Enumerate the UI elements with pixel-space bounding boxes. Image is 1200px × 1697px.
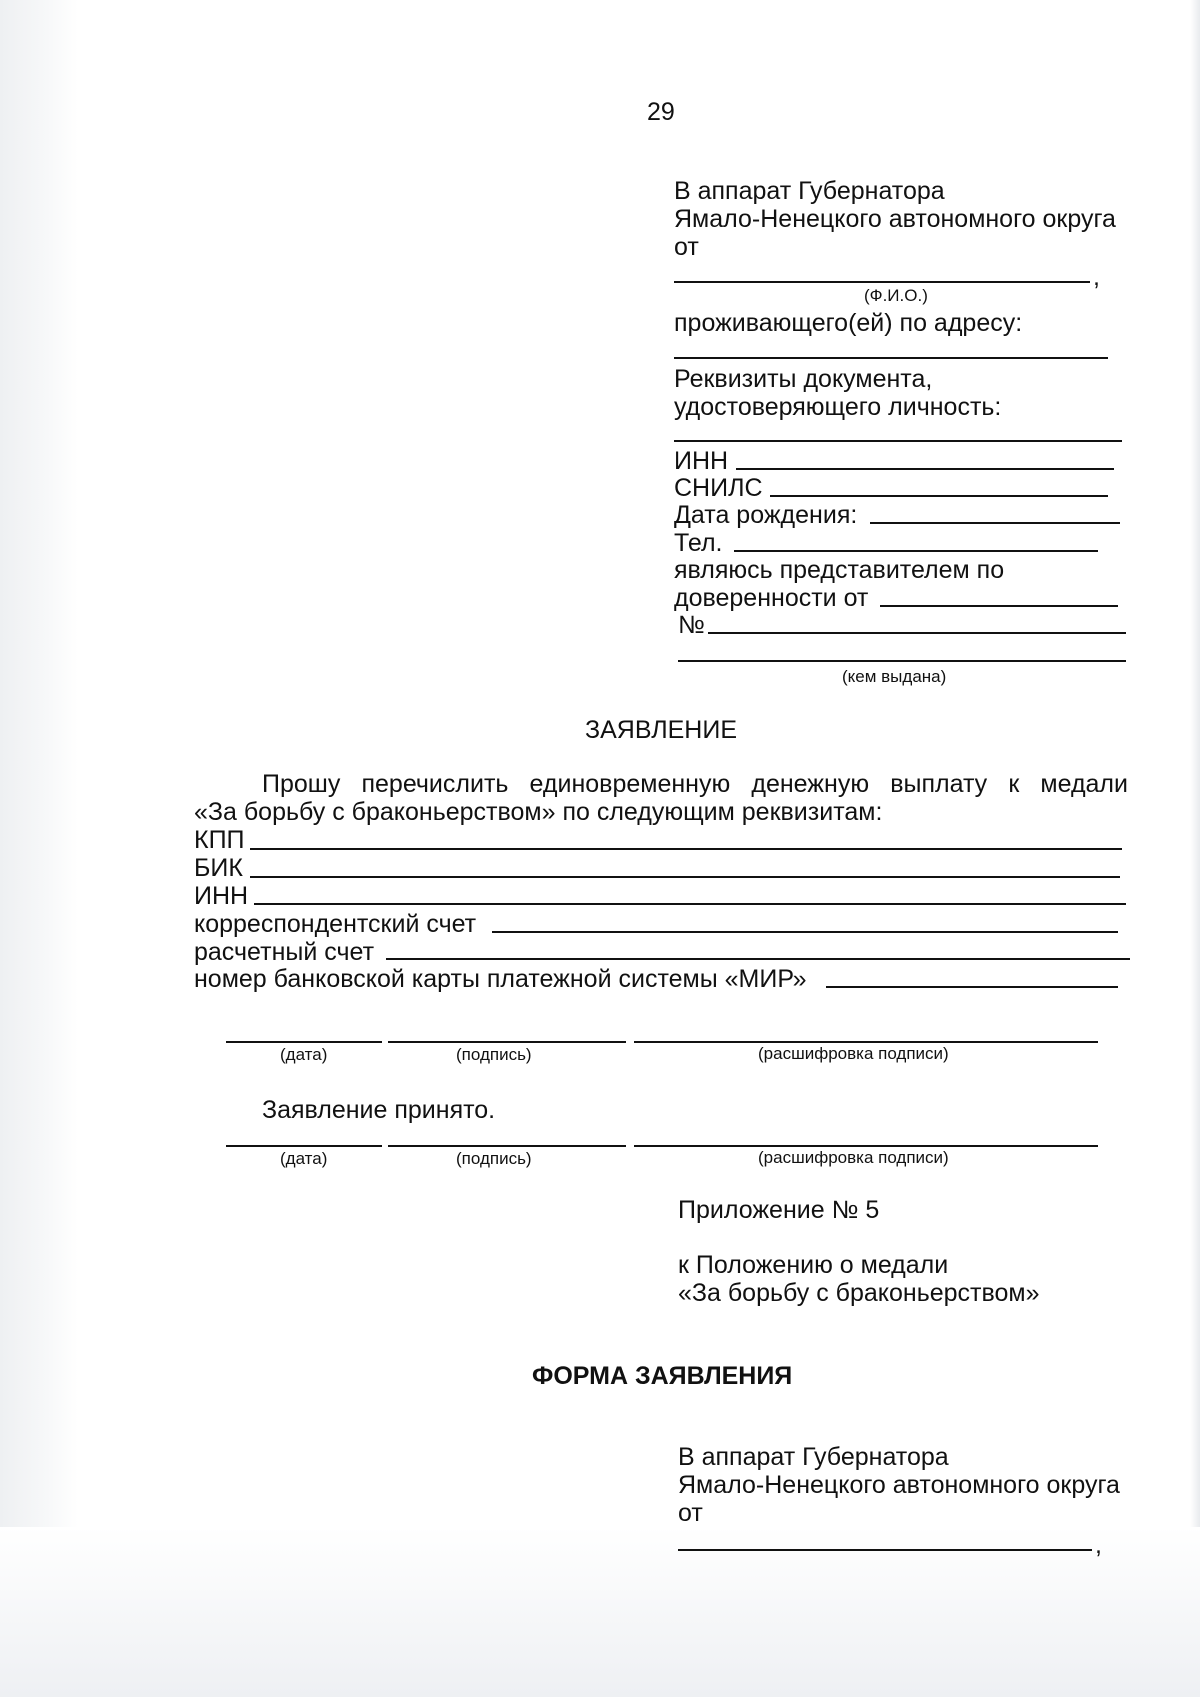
bank-inn-field[interactable] [254,903,1126,905]
appendix-title: Приложение № 5 [678,1196,880,1224]
address-label: проживающего(ей) по адресу: [674,309,1023,337]
scan-bottom-shade [0,1527,1200,1697]
fio-field-2[interactable] [678,1549,1092,1551]
appendix-line: «За борьбу с браконьерством» [678,1279,1040,1307]
request-line: Прошу перечислить единовременную денежную выплату к медали [262,770,1128,798]
accepted-signature-decoding-field[interactable] [634,1145,1098,1147]
addressee-block [674,177,1134,261]
scan-right-margin [1190,0,1200,1697]
id-document-label: удостоверяющего личность: [674,393,1002,421]
inn-field[interactable] [736,468,1114,470]
bik-field[interactable] [250,876,1120,878]
snils-field[interactable] [770,495,1108,497]
card-number-field[interactable] [826,986,1118,988]
addressee-line: Ямало-Ненецкого автономного округа [674,205,1116,233]
addressee-line: от [674,233,699,261]
fio-caption: (Ф.И.О.) [864,286,928,305]
addressee-block-2 [678,1443,1138,1527]
signature-decoding-field[interactable] [634,1041,1098,1043]
page-number: 29 [647,98,675,126]
settlement-account-field[interactable] [386,958,1130,960]
addressee-line: В аппарат Губернатора [674,177,945,205]
power-of-attorney-date-field[interactable] [880,605,1118,607]
statement-title: ЗАЯВЛЕНИЕ [585,716,738,744]
signature-caption: (подпись) [456,1149,532,1168]
comma: , [1095,1531,1102,1559]
comma: , [1093,263,1100,291]
settlement-account-label: расчетный счет [194,938,375,966]
address-field[interactable] [674,357,1108,359]
request-line: «За борьбу с браконьерством» по следующим реквизитам: [194,798,883,826]
phone-label: Тел. [674,529,723,557]
corr-account-label: корреспондентский счет [194,910,477,938]
corr-account-field[interactable] [492,931,1118,933]
signature-decoding-caption: (расшифровка подписи) [758,1044,949,1063]
representative-label: являюсь представителем по [674,556,1005,584]
accepted-text: Заявление принято. [262,1096,496,1124]
card-number-label: номер банковской карты платежной системы «МИР» [194,965,807,993]
number-label: № [678,611,705,639]
appendix-line: к Положению о медали [678,1251,949,1279]
id-document-label: Реквизиты документа, [674,365,933,393]
snils-label: СНИЛС [674,474,763,502]
issued-by-field[interactable] [678,660,1126,662]
request-paragraph [194,770,1128,826]
kpp-field[interactable] [250,848,1122,850]
power-of-attorney-label: доверенности от [674,584,869,612]
signature-field[interactable] [388,1041,626,1043]
inn-label: ИНН [674,447,729,475]
appendix-reference [678,1251,1138,1307]
addressee-line: В аппарат Губернатора [678,1443,949,1471]
accepted-date-field[interactable] [226,1145,382,1147]
form-title: ФОРМА ЗАЯВЛЕНИЯ [532,1362,793,1390]
date-caption: (дата) [280,1045,328,1064]
id-document-field[interactable] [674,440,1122,442]
signature-caption: (подпись) [456,1045,532,1064]
phone-field[interactable] [734,550,1098,552]
bank-inn-label: ИНН [194,882,249,910]
fio-field[interactable] [674,281,1090,283]
kpp-label: КПП [194,826,245,854]
accepted-signature-field[interactable] [388,1145,626,1147]
issued-by-caption: (кем выдана) [842,667,947,686]
power-of-attorney-number-field[interactable] [708,632,1126,634]
addressee-line: от [678,1499,703,1527]
birth-date-label: Дата рождения: [674,501,858,529]
date-field[interactable] [226,1041,382,1043]
scan-left-margin [0,0,78,1697]
bik-label: БИК [194,854,243,882]
date-caption: (дата) [280,1149,328,1168]
birth-date-field[interactable] [870,522,1120,524]
signature-decoding-caption: (расшифровка подписи) [758,1148,949,1167]
addressee-line: Ямало-Ненецкого автономного округа [678,1471,1120,1499]
